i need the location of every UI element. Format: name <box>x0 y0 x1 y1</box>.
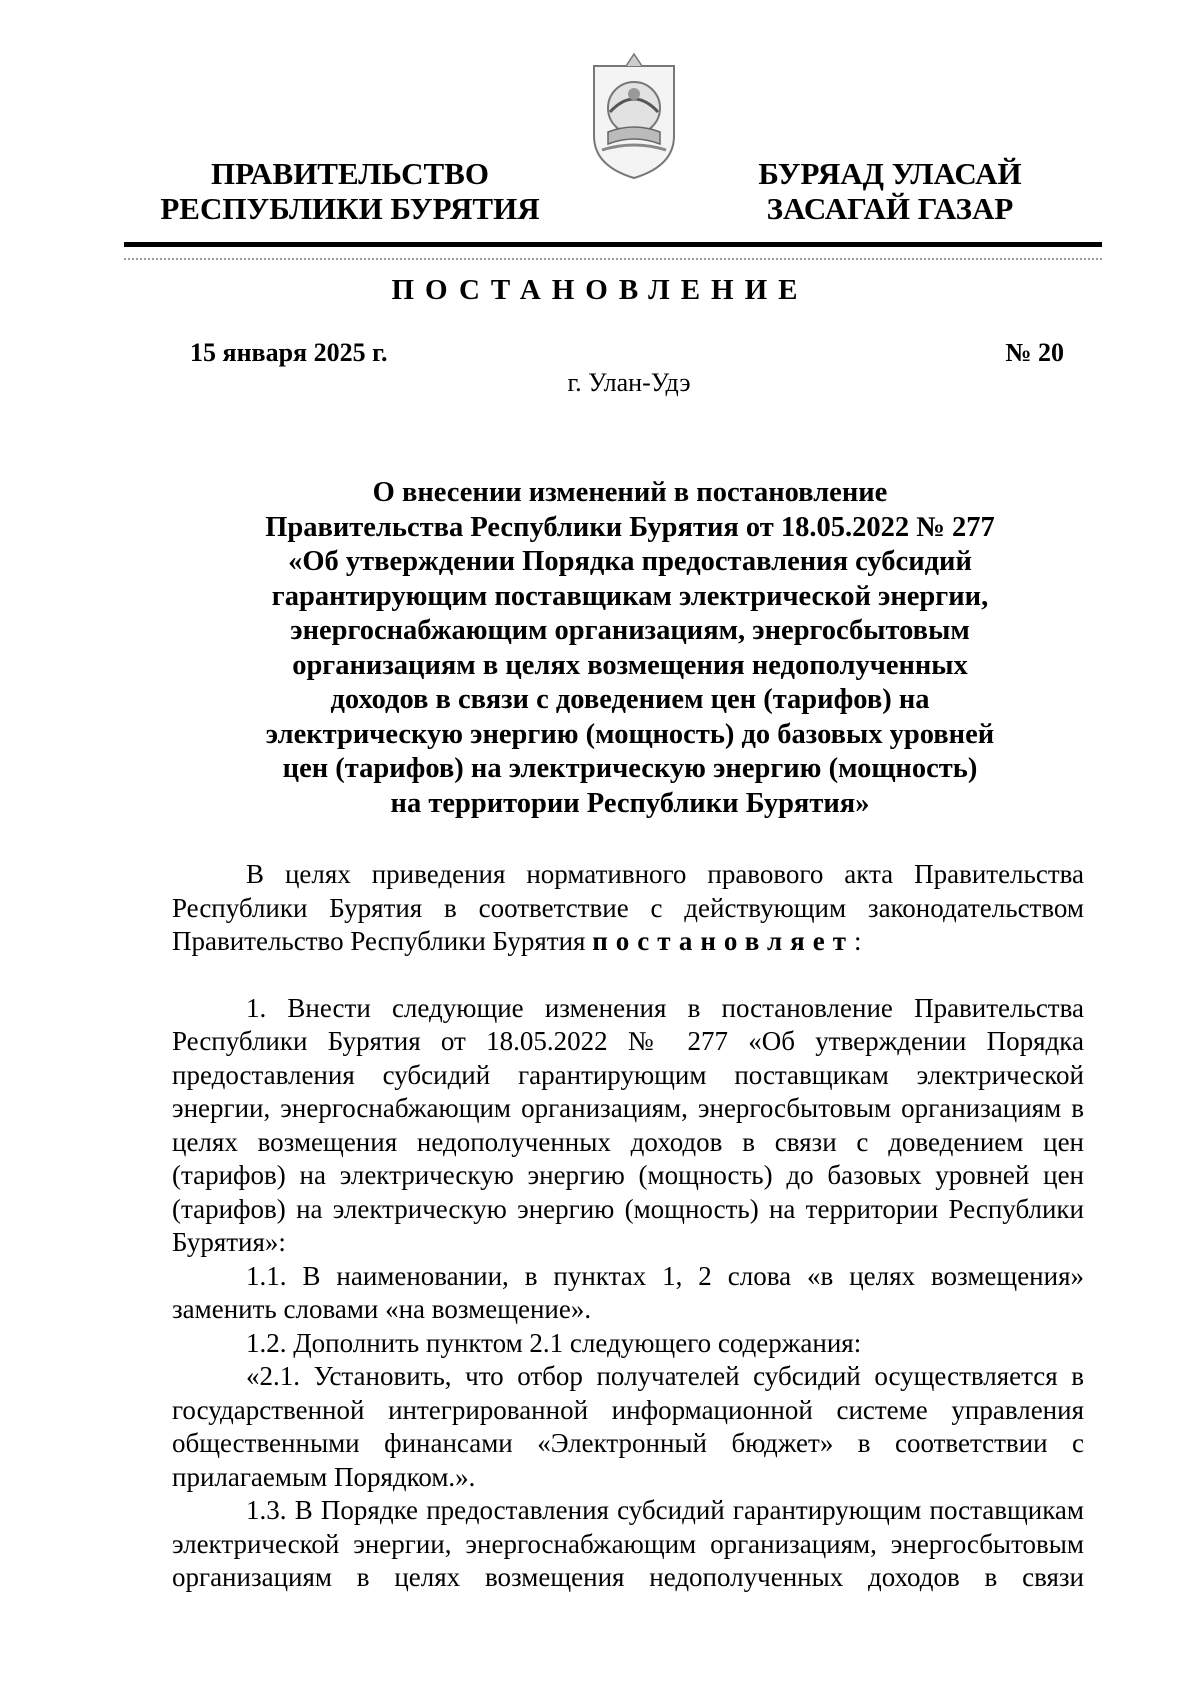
org-name-russian <box>120 156 580 226</box>
org-name-line: РЕСПУБЛИКИ БУРЯТИЯ <box>160 191 540 226</box>
item-1-2: 1.2. Дополнить пунктом 2.1 следующего содержания: <box>246 1327 862 1358</box>
document-number: № 20 <box>1005 338 1064 367</box>
coat-of-arms-emblem-icon <box>584 52 684 180</box>
title-line: Правительства Республики Бурятия от 18.05.2022 № 277 <box>265 511 995 543</box>
header-divider-thick <box>124 242 1102 247</box>
header-divider-thin <box>124 258 1102 260</box>
item-1: 1. Внести следующие изменения в постановление Правительства Республики Бурятия от 18.05.2022 № 277 «Об утверждении Порядка предоставления субсидий гарантирующим поставщикам электрической энергии, энергоснабжающим организациям, энергосбытовым организациям в целях возмещения недополученных доходов в связи с доведением цен (тарифов) на электрическую энергию (мощность) до базовых уровней цен (тарифов) на электрическую энергию (мощность) на территории Республики Бурятия»: <box>172 992 1084 1257</box>
document-date: 15 января 2025 г. <box>190 338 388 367</box>
document-body <box>172 858 1084 1595</box>
preamble-paragraph <box>172 858 1084 959</box>
title-line: О внесении изменений в постановление <box>372 477 888 508</box>
item-2-1-quote: «2.1. Установить, что отбор получателей субсидий осуществляется в государственной интегрированной информационной системе управления общественными финансами «Электронный бюджет» в соответствии с прилагаемым Порядком.». <box>172 1361 1084 1492</box>
title-line: гарантирующим поставщикам электрической энергии, <box>271 580 989 612</box>
org-name-line: ЗАСАГАЙ ГАЗАР <box>766 191 1014 226</box>
title-line: доходов в связи с доведением цен (тарифов) на <box>330 684 930 715</box>
item-1-1: 1.1. В наименовании, в пунктах 1, 2 слова «в целях возмещения» заменить словами «на возмещение». <box>172 1260 1084 1324</box>
title-line: «Об утверждении Порядка предоставления субсидий <box>288 546 972 577</box>
document-title <box>180 476 1080 821</box>
title-line: цен (тарифов) на электрическую энергию (мощность) <box>282 753 978 784</box>
preamble-end: : <box>853 926 862 956</box>
item-1-3: 1.3. В Порядке предоставления субсидий гарантирующим поставщикам электрической энергии, энергоснабжающим организациям, энергосбытовым организациям в целях возмещения недополученных доходов в связи <box>172 1495 1084 1592</box>
title-line: энергоснабжающим организациям, энергосбытовым <box>290 615 970 646</box>
title-line: организациям в целях возмещения недополученных <box>292 649 968 681</box>
title-line: электрическую энергию (мощность) до базовых уровней <box>265 718 995 750</box>
org-name-buryat <box>680 156 1100 226</box>
document-type: ПОСТАНОВЛЕНИЕ <box>391 274 809 306</box>
title-line: на территории Республики Бурятия» <box>390 787 870 819</box>
paragraph-gap <box>172 959 1084 992</box>
document-city: г. Улан-Удэ <box>567 368 691 397</box>
decree-word: постановляет <box>592 926 854 956</box>
preamble-text: В целях приведения нормативного правового акта Правительства Республики Бурятия в соответствие с действующим законодательством Правительство Республики Бурятия <box>172 859 1084 956</box>
org-name-line: БУРЯАД УЛАСАЙ <box>758 156 1022 191</box>
org-name-line: ПРАВИТЕЛЬСТВО <box>211 156 489 191</box>
